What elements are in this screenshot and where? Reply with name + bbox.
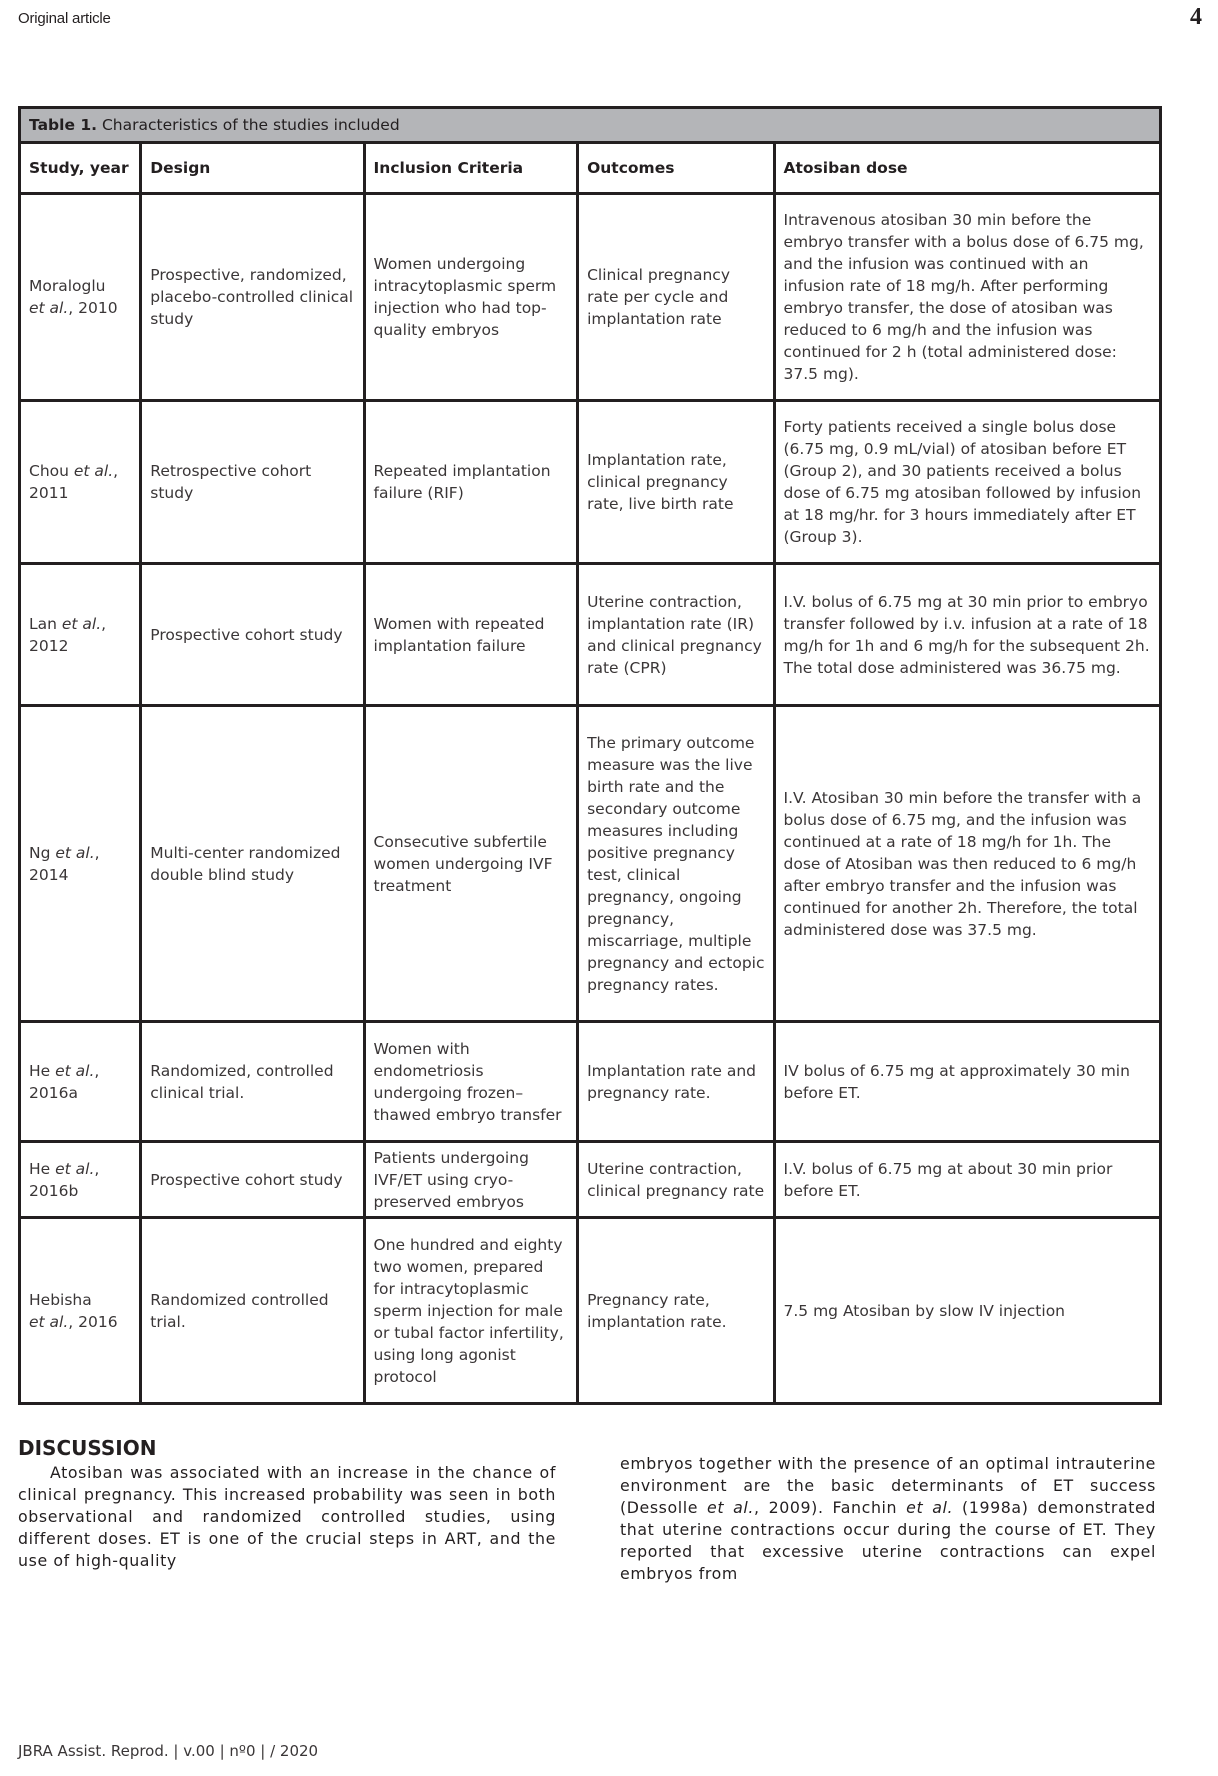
outcomes-cell: Uterine contraction, implantation rate (IR) and clinical pregnancy rate (CPR) <box>578 564 774 706</box>
study-year: , 2014 <box>29 843 100 884</box>
design-cell: Prospective cohort study <box>141 1142 364 1218</box>
et-al: et al. <box>61 614 102 633</box>
design-cell: Prospective cohort study <box>141 564 364 706</box>
dose-cell: IV bolus of 6.75 mg at approximately 30 min before ET. <box>774 1022 1161 1142</box>
table-row <box>20 194 1161 401</box>
design-cell: Randomized, controlled clinical trial. <box>141 1022 364 1142</box>
study-year: , 2012 <box>29 614 107 655</box>
studies-table <box>18 106 1162 1405</box>
study-cell <box>20 1142 141 1218</box>
study-year: , 2016a <box>29 1061 100 1102</box>
et-al: et al. <box>55 1159 95 1178</box>
inclusion-cell: Women with endometriosis undergoing frozen–thawed embryo transfer <box>364 1022 578 1142</box>
design-cell: Retrospective cohort study <box>141 401 364 564</box>
study-author: Lan <box>29 614 62 633</box>
study-cell <box>20 706 141 1022</box>
header-inclusion-criteria: Inclusion Criteria <box>364 143 578 194</box>
discussion-paragraph-continued <box>620 1453 1156 1585</box>
dose-cell: Forty patients received a single bolus dose (6.75 mg, 0.9 mL/vial) of atosiban before ET (Group 2), and 30 patients received a bolus dose of 6.75 mg atosiban followed by infusion at 18 mg/hr. for 3 hours immediately after ET (Group 3). <box>774 401 1161 564</box>
design-cell: Multi-center randomized double blind study <box>141 706 364 1022</box>
dose-cell: I.V. Atosiban 30 min before the transfer with a bolus dose of 6.75 mg, and the infusion was continued at a rate of 18 mg/h for 1h. The dose of Atosiban was then reduced to 6 mg/h after embryo transfer and the infusion was continued for another 2h. Therefore, the total administered dose was 37.5 mg. <box>774 706 1161 1022</box>
table-caption <box>20 108 1161 143</box>
et-al: et al. <box>906 1498 954 1517</box>
journal-footer: JBRA Assist. Reprod. | v.00 | nº0 | / 2020 <box>18 1742 319 1760</box>
et-al: et al. <box>73 462 114 480</box>
study-year: , 2016 <box>68 1312 118 1331</box>
inclusion-cell: Women with repeated implantation failure <box>364 564 578 706</box>
outcomes-cell: Pregnancy rate, implantation rate. <box>578 1218 774 1404</box>
table-row <box>20 564 1161 706</box>
discussion-right-column <box>620 1453 1156 1585</box>
outcomes-cell: The primary outcome measure was the live birth rate and the secondary outcome measures including positive pregnancy test, clinical pregnancy, ongoing pregnancy, miscarriage, multiple pregnancy and ectopic pregnancy rates. <box>578 706 774 1022</box>
dose-cell: Intravenous atosiban 30 min before the embryo transfer with a bolus dose of 6.75 mg, and the infusion was continued with an infusion rate of 18 mg/h. After performing embryo transfer, the dose of atosiban was reduced to 6 mg/h and the infusion was continued for 2 h (total administered dose: 37.5 mg). <box>774 194 1161 401</box>
study-cell <box>20 401 141 564</box>
et-al: et al. <box>707 1498 754 1517</box>
text-run: (1998a) demonstrated that uterine contractions occur during the course of ET. They reported that excessive uterine contractions can expel embryos from <box>620 1498 1156 1583</box>
table-caption-label: Table 1. <box>29 116 98 134</box>
outcomes-cell: Uterine contraction, clinical pregnancy rate <box>578 1142 774 1218</box>
table-row <box>20 706 1161 1022</box>
study-year: , 2011 <box>29 462 119 502</box>
discussion-heading: DISCUSSION <box>18 1436 157 1460</box>
inclusion-cell: Repeated implantation failure (RIF) <box>364 401 578 564</box>
dose-cell: I.V. bolus of 6.75 mg at about 30 min prior before ET. <box>774 1142 1161 1218</box>
header-design: Design <box>141 143 364 194</box>
dose-cell: I.V. bolus of 6.75 mg at 30 min prior to embryo transfer followed by i.v. infusion at a rate of 18 mg/h for 1h and 6 mg/h for the subsequent 2h. The total dose administered was 36.75 mg. <box>774 564 1161 706</box>
design-cell: Randomized controlled trial. <box>141 1218 364 1404</box>
header-atosiban-dose: Atosiban dose <box>774 143 1161 194</box>
study-author: Ng <box>29 843 56 862</box>
design-cell: Prospective, randomized, placebo-controlled clinical study <box>141 194 364 401</box>
study-cell <box>20 194 141 401</box>
discussion-left-column <box>18 1436 556 1572</box>
outcomes-cell: Clinical pregnancy rate per cycle and implantation rate <box>578 194 774 401</box>
et-al: et al. <box>29 1312 69 1331</box>
table-caption-text: Characteristics of the studies included <box>97 116 400 134</box>
study-cell <box>20 564 141 706</box>
inclusion-cell: Women undergoing intracytoplasmic sperm injection who had top-quality embryos <box>364 194 578 401</box>
et-al: et al. <box>55 1061 95 1080</box>
table-header-row <box>20 143 1161 194</box>
outcomes-cell: Implantation rate and pregnancy rate. <box>578 1022 774 1142</box>
table-row <box>20 401 1161 564</box>
et-al: et al. <box>29 299 69 317</box>
study-author: Hebisha <box>29 1290 92 1309</box>
study-cell <box>20 1218 141 1404</box>
study-author: Chou <box>29 462 74 480</box>
text-run: embryos together with the presence of an optimal intrauterine environment are the basic determinants of ET success (Dessolle <box>620 1454 1156 1517</box>
table-row <box>20 1218 1161 1404</box>
study-year: , 2016b <box>29 1159 100 1200</box>
inclusion-cell: Consecutive subfertile women undergoing IVF treatment <box>364 706 578 1022</box>
table-row <box>20 1142 1161 1218</box>
inclusion-cell: Patients undergoing IVF/ET using cryo-preserved embryos <box>364 1142 578 1218</box>
study-author: Moraloglu <box>29 277 106 295</box>
study-cell <box>20 1022 141 1142</box>
et-al: et al. <box>55 843 95 862</box>
page-number: 4 <box>1190 4 1202 30</box>
table-row <box>20 1022 1161 1142</box>
study-author: He <box>29 1159 56 1178</box>
header-outcomes: Outcomes <box>578 143 774 194</box>
dose-cell: 7.5 mg Atosiban by slow IV injection <box>774 1218 1161 1404</box>
outcomes-cell: Implantation rate, clinical pregnancy rate, live birth rate <box>578 401 774 564</box>
running-head: Original article <box>18 10 111 27</box>
study-year: , 2010 <box>68 299 118 317</box>
inclusion-cell: One hundred and eighty two women, prepared for intracytoplasmic sperm injection for male or tubal factor infertility, using long agonist protocol <box>364 1218 578 1404</box>
header-study-year: Study, year <box>20 143 141 194</box>
text-run: , 2009). Fanchin <box>754 1498 907 1517</box>
study-author: He <box>29 1061 56 1080</box>
discussion-paragraph: Atosiban was associated with an increase in the chance of clinical pregnancy. This increased probability was seen in both observational and randomized controlled studies, using different doses. ET is one of the crucial steps in ART, and the use of high-quality <box>18 1463 556 1570</box>
